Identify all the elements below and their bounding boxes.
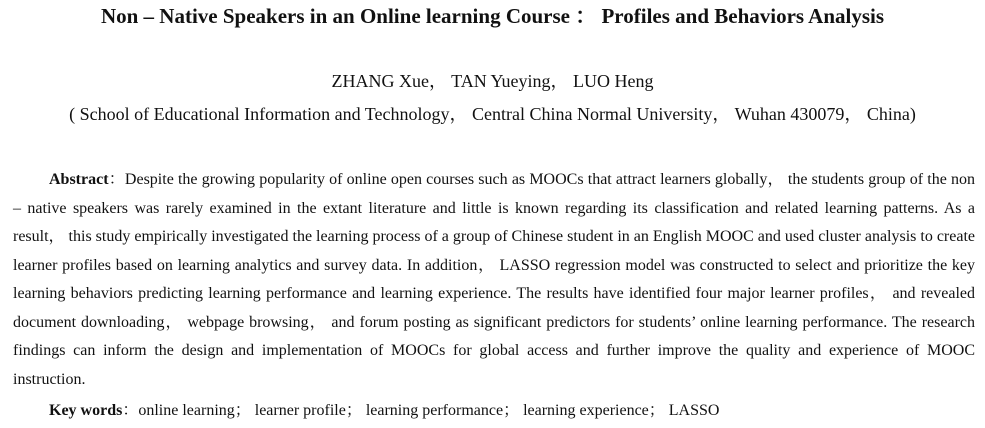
paper-title: Non – Native Speakers in an Online learning Course ： Profiles and Behaviors Analysis	[100, 4, 885, 28]
abstract-paragraph	[13, 166, 975, 394]
keywords-label: Key words	[49, 402, 123, 419]
author-affiliation: ( School of Educational Information and Technology， Central China Normal University， Wuhan 430079， China)	[69, 104, 916, 124]
keywords-text: online learning； learner profile； learning performance； learning experience； LASSO	[138, 402, 720, 419]
author-list: ZHANG Xue， TAN Yueying， LUO Heng	[331, 71, 654, 91]
abstract-label: Abstract	[49, 171, 109, 188]
abstract-separator: ：	[108, 171, 125, 188]
abstract-text: Despite the growing popularity of online open courses such as MOOCs that attract learners globally， the students group of the non – native speakers was rarely examined in the extant literature and little is known regarding its classification and related learning patterns. As a result， this study empirically investigated the learning process of a group of Chinese student in an English MOOC and used cluster analysis to create learner profiles based on learning analytics and survey data. In addition， LASSO regression model was constructed to select and prioritize the key learning behaviors predicting learning performance and learning experience. The results have identified four major learner profiles， and revealed document downloading， webpage browsing， and forum posting as significant predictors for students’ online learning performance. The research findings can inform the design and implementation of MOOCs for global access and further improve the quality and experience of MOOC instruction.	[13, 171, 976, 388]
keywords-line	[49, 400, 719, 422]
keywords-separator: ：	[122, 402, 139, 419]
